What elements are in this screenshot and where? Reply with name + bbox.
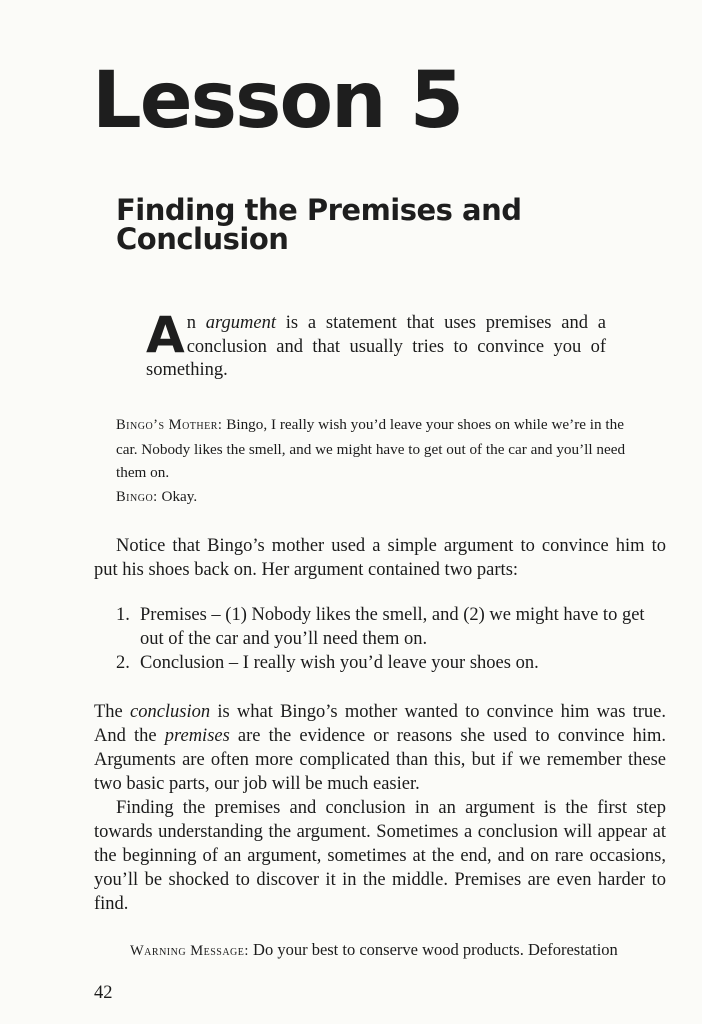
- term-premises: premises: [164, 726, 230, 746]
- section-title: Finding the Premises and Conclusion: [116, 193, 522, 256]
- dialogue-line: Bingo: Okay.: [116, 487, 198, 505]
- drop-cap: A: [146, 306, 185, 364]
- paragraph-2: The conclusion is what Bingo’s mother wanted to convince him was true. And the premises are the evidence or reasons she used to convince him. Arguments are often more complicated than this, but if we remember these two basic parts, our job will be much easier.: [94, 702, 667, 794]
- lesson-title: Lesson 5: [92, 56, 463, 146]
- term-conclusion: conclusion: [129, 702, 211, 722]
- speaker-label: Warning Message:: [130, 943, 249, 959]
- paragraph-3: Finding the premises and conclusion in an argument is the first step towards understanding the argument. Sometimes a conclusion will appear at the beginning of an argument, sometimes at the end, and on rare occasions, you’ll be shocked to discover it in the middle. Premises are even harder to find.: [94, 798, 666, 914]
- warning-message: Warning Message: Do your best to conserve wood products. Deforestation: [130, 940, 618, 959]
- page-number: 42: [94, 983, 113, 1003]
- dialogue-line: Bingo’s Mother: Bingo, I really wish you’d leave your shoes on while we’re in the car. Nobody likes the smell, and we might have to get out of the car and you’ll need them on.: [116, 416, 626, 481]
- dialogue: [116, 413, 640, 509]
- list-item: 1. Premises – (1) Nobody likes the smell, and (2) we might have to get out of the car and you’ll need them on.: [116, 605, 645, 649]
- intro-paragraph: An argument is a statement that uses premises and a conclusion and that usually tries to convince you of something.: [146, 306, 607, 380]
- argument-parts-list: [116, 603, 656, 675]
- speaker-label: Bingo:: [116, 488, 158, 505]
- term-argument: argument: [205, 313, 276, 333]
- list-item: 2. Conclusion – I really wish you’d leave your shoes on.: [116, 653, 539, 673]
- speaker-label: Bingo’s Mother:: [116, 417, 223, 433]
- paragraph-1: Notice that Bingo’s mother used a simple argument to convince him to put his shoes back on. Her argument contained two parts:: [94, 536, 666, 580]
